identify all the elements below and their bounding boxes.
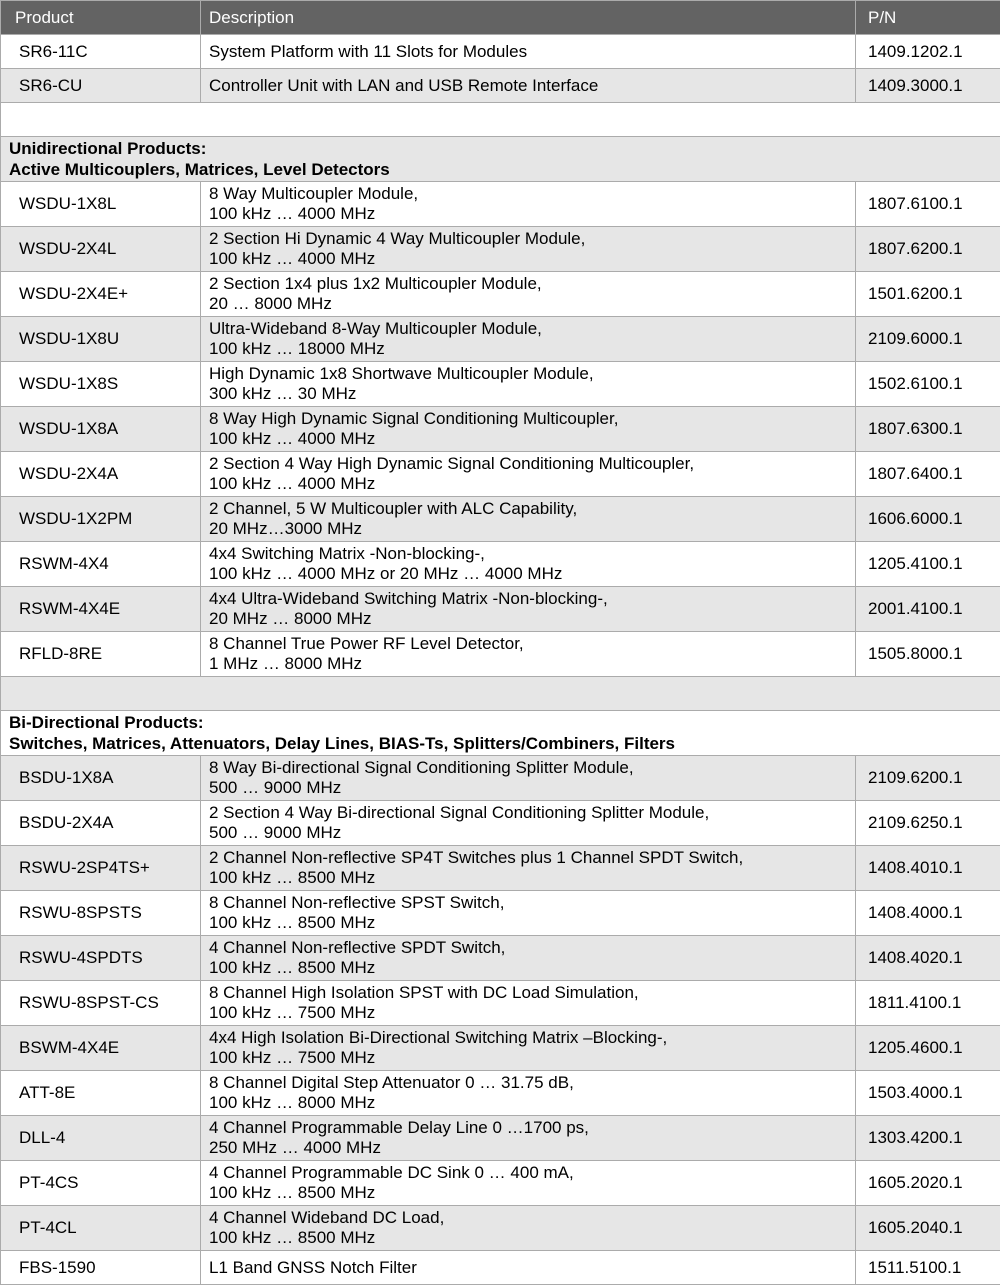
pn-cell: 1605.2020.1	[856, 1161, 1000, 1206]
column-header-pn: P/N	[856, 1, 1000, 35]
product-cell: PT-4CL	[1, 1206, 201, 1251]
product-cell: WSDU-1X8A	[1, 407, 201, 452]
pn-cell: 1811.4100.1	[856, 981, 1000, 1026]
description-line: 100 kHz … 4000 MHz	[209, 204, 851, 224]
description-line: 100 kHz … 4000 MHz or 20 MHz … 4000 MHz	[209, 564, 851, 584]
description-line: 4 Channel Non-reflective SPDT Switch,	[209, 938, 851, 958]
description-line: 4 Channel Programmable Delay Line 0 …1700 ps,	[209, 1118, 851, 1138]
description-cell	[201, 542, 856, 587]
description-cell	[201, 1026, 856, 1071]
pn-cell: 1409.3000.1	[856, 69, 1000, 103]
product-cell: RSWU-4SPDTS	[1, 936, 201, 981]
table-row	[1, 1116, 1000, 1161]
product-cell: WSDU-2X4A	[1, 452, 201, 497]
product-table-body	[1, 35, 1000, 1285]
table-row	[1, 632, 1000, 677]
pn-cell: 1408.4020.1	[856, 936, 1000, 981]
description-cell	[201, 69, 856, 103]
description-line: 4x4 High Isolation Bi-Directional Switching Matrix –Blocking-,	[209, 1028, 851, 1048]
description-cell	[201, 317, 856, 362]
product-cell: RSWU-8SPSTS	[1, 891, 201, 936]
product-cell: DLL-4	[1, 1116, 201, 1161]
table-row	[1, 1026, 1000, 1071]
description-line: 4 Channel Programmable DC Sink 0 … 400 mA,	[209, 1163, 851, 1183]
pn-cell: 1501.6200.1	[856, 272, 1000, 317]
table-row	[1, 452, 1000, 497]
table-row	[1, 317, 1000, 362]
column-header-description: Description	[201, 1, 856, 35]
section-header-cell	[1, 137, 1000, 182]
description-cell	[201, 452, 856, 497]
description-line: 8 Way Multicoupler Module,	[209, 184, 851, 204]
product-cell: RSWU-8SPST-CS	[1, 981, 201, 1026]
table-row	[1, 182, 1000, 227]
table-header-row	[1, 1, 1000, 35]
description-line: 8 Way Bi-directional Signal Conditioning Splitter Module,	[209, 758, 851, 778]
table-row	[1, 1206, 1000, 1251]
description-line: 100 kHz … 8500 MHz	[209, 1228, 851, 1248]
pn-cell: 1605.2040.1	[856, 1206, 1000, 1251]
pn-cell: 1807.6100.1	[856, 182, 1000, 227]
table-row	[1, 981, 1000, 1026]
pn-cell: 1205.4100.1	[856, 542, 1000, 587]
spacer-cell	[1, 103, 1000, 137]
description-cell	[201, 272, 856, 317]
description-line: 4x4 Ultra-Wideband Switching Matrix -Non-blocking-,	[209, 589, 851, 609]
table-header	[1, 1, 1000, 35]
product-cell: WSDU-1X8U	[1, 317, 201, 362]
pn-cell: 1303.4200.1	[856, 1116, 1000, 1161]
section-header-row	[1, 711, 1000, 756]
description-line: 2 Channel Non-reflective SP4T Switches plus 1 Channel SPDT Switch,	[209, 848, 851, 868]
description-line: 8 Channel True Power RF Level Detector,	[209, 634, 851, 654]
pn-cell: 1511.5100.1	[856, 1251, 1000, 1285]
table-row	[1, 362, 1000, 407]
description-cell	[201, 35, 856, 69]
table-row	[1, 801, 1000, 846]
description-line: 8 Way High Dynamic Signal Conditioning Multicoupler,	[209, 409, 851, 429]
description-line: System Platform with 11 Slots for Modules	[209, 42, 851, 62]
product-cell: BSWM-4X4E	[1, 1026, 201, 1071]
description-line: 20 … 8000 MHz	[209, 294, 851, 314]
description-line: 8 Channel High Isolation SPST with DC Load Simulation,	[209, 983, 851, 1003]
table-row	[1, 542, 1000, 587]
pn-cell: 1505.8000.1	[856, 632, 1000, 677]
description-cell	[201, 497, 856, 542]
product-cell: WSDU-2X4L	[1, 227, 201, 272]
description-cell	[201, 936, 856, 981]
description-cell	[201, 1206, 856, 1251]
pn-cell: 2001.4100.1	[856, 587, 1000, 632]
product-cell: BSDU-2X4A	[1, 801, 201, 846]
description-line: 100 kHz … 8500 MHz	[209, 958, 851, 978]
product-cell: RSWU-2SP4TS+	[1, 846, 201, 891]
table-row	[1, 587, 1000, 632]
product-cell: WSDU-1X8L	[1, 182, 201, 227]
pn-cell: 2109.6250.1	[856, 801, 1000, 846]
product-cell: WSDU-2X4E+	[1, 272, 201, 317]
description-cell	[201, 756, 856, 801]
description-line: High Dynamic 1x8 Shortwave Multicoupler Module,	[209, 364, 851, 384]
table-row	[1, 1251, 1000, 1285]
product-cell: RSWM-4X4	[1, 542, 201, 587]
table-row	[1, 936, 1000, 981]
description-cell	[201, 632, 856, 677]
pn-cell: 1606.6000.1	[856, 497, 1000, 542]
spacer-row	[1, 677, 1000, 711]
description-cell	[201, 846, 856, 891]
description-line: 2 Section 1x4 plus 1x2 Multicoupler Module,	[209, 274, 851, 294]
table-row	[1, 1161, 1000, 1206]
description-line: 4x4 Switching Matrix -Non-blocking-,	[209, 544, 851, 564]
description-line: 20 MHz … 8000 MHz	[209, 609, 851, 629]
table-row	[1, 846, 1000, 891]
section-subtitle: Switches, Matrices, Attenuators, Delay Lines, BIAS-Ts, Splitters/Combiners, Filters	[9, 733, 996, 754]
description-line: 300 kHz … 30 MHz	[209, 384, 851, 404]
table-row	[1, 497, 1000, 542]
description-line: 100 kHz … 8000 MHz	[209, 1093, 851, 1113]
description-cell	[201, 801, 856, 846]
table-row	[1, 1071, 1000, 1116]
description-line: Controller Unit with LAN and USB Remote Interface	[209, 76, 851, 96]
pn-cell: 1807.6300.1	[856, 407, 1000, 452]
column-header-product: Product	[1, 1, 201, 35]
pn-cell: 1807.6400.1	[856, 452, 1000, 497]
section-header-row	[1, 137, 1000, 182]
table-row	[1, 69, 1000, 103]
product-cell: WSDU-1X2PM	[1, 497, 201, 542]
pn-cell: 1807.6200.1	[856, 227, 1000, 272]
description-line: 100 kHz … 7500 MHz	[209, 1003, 851, 1023]
pn-cell: 1408.4010.1	[856, 846, 1000, 891]
section-title: Bi-Directional Products:	[9, 712, 996, 733]
spacer-row	[1, 103, 1000, 137]
spacer-cell	[1, 677, 1000, 711]
description-cell	[201, 182, 856, 227]
description-line: 100 kHz … 8500 MHz	[209, 913, 851, 933]
description-line: 100 kHz … 18000 MHz	[209, 339, 851, 359]
pn-cell: 1408.4000.1	[856, 891, 1000, 936]
description-line: 100 kHz … 8500 MHz	[209, 868, 851, 888]
description-line: 100 kHz … 7500 MHz	[209, 1048, 851, 1068]
description-cell	[201, 1116, 856, 1161]
description-line: 8 Channel Non-reflective SPST Switch,	[209, 893, 851, 913]
table-row	[1, 35, 1000, 69]
table-row	[1, 227, 1000, 272]
description-cell	[201, 587, 856, 632]
description-cell	[201, 1251, 856, 1285]
product-cell: PT-4CS	[1, 1161, 201, 1206]
description-line: 100 kHz … 4000 MHz	[209, 474, 851, 494]
product-cell: ATT-8E	[1, 1071, 201, 1116]
table-row	[1, 891, 1000, 936]
description-line: 8 Channel Digital Step Attenuator 0 … 31.75 dB,	[209, 1073, 851, 1093]
description-line: 250 MHz … 4000 MHz	[209, 1138, 851, 1158]
description-line: 2 Channel, 5 W Multicoupler with ALC Capability,	[209, 499, 851, 519]
description-cell	[201, 1071, 856, 1116]
pn-cell: 1503.4000.1	[856, 1071, 1000, 1116]
description-line: 2 Section 4 Way High Dynamic Signal Conditioning Multicoupler,	[209, 454, 851, 474]
pn-cell: 1205.4600.1	[856, 1026, 1000, 1071]
description-cell	[201, 981, 856, 1026]
product-cell: SR6-CU	[1, 69, 201, 103]
description-line: 100 kHz … 4000 MHz	[209, 249, 851, 269]
description-line: L1 Band GNSS Notch Filter	[209, 1258, 851, 1278]
description-line: Ultra-Wideband 8-Way Multicoupler Module,	[209, 319, 851, 339]
description-line: 1 MHz … 8000 MHz	[209, 654, 851, 674]
description-line: 20 MHz…3000 MHz	[209, 519, 851, 539]
pn-cell: 1409.1202.1	[856, 35, 1000, 69]
description-cell	[201, 362, 856, 407]
product-cell: BSDU-1X8A	[1, 756, 201, 801]
description-cell	[201, 891, 856, 936]
product-cell: RFLD-8RE	[1, 632, 201, 677]
pn-cell: 2109.6000.1	[856, 317, 1000, 362]
description-line: 100 kHz … 4000 MHz	[209, 429, 851, 449]
table-row	[1, 272, 1000, 317]
description-line: 100 kHz … 8500 MHz	[209, 1183, 851, 1203]
section-title: Unidirectional Products:	[9, 138, 996, 159]
product-cell: WSDU-1X8S	[1, 362, 201, 407]
table-row	[1, 756, 1000, 801]
product-cell: SR6-11C	[1, 35, 201, 69]
product-cell: RSWM-4X4E	[1, 587, 201, 632]
pn-cell: 1502.6100.1	[856, 362, 1000, 407]
section-header-cell	[1, 711, 1000, 756]
description-line: 2 Section Hi Dynamic 4 Way Multicoupler Module,	[209, 229, 851, 249]
description-cell	[201, 407, 856, 452]
description-line: 4 Channel Wideband DC Load,	[209, 1208, 851, 1228]
description-cell	[201, 227, 856, 272]
description-line: 2 Section 4 Way Bi-directional Signal Conditioning Splitter Module,	[209, 803, 851, 823]
description-line: 500 … 9000 MHz	[209, 823, 851, 843]
description-cell	[201, 1161, 856, 1206]
product-cell: FBS-1590	[1, 1251, 201, 1285]
description-line: 500 … 9000 MHz	[209, 778, 851, 798]
table-row	[1, 407, 1000, 452]
pn-cell: 2109.6200.1	[856, 756, 1000, 801]
section-subtitle: Active Multicouplers, Matrices, Level Detectors	[9, 159, 996, 180]
